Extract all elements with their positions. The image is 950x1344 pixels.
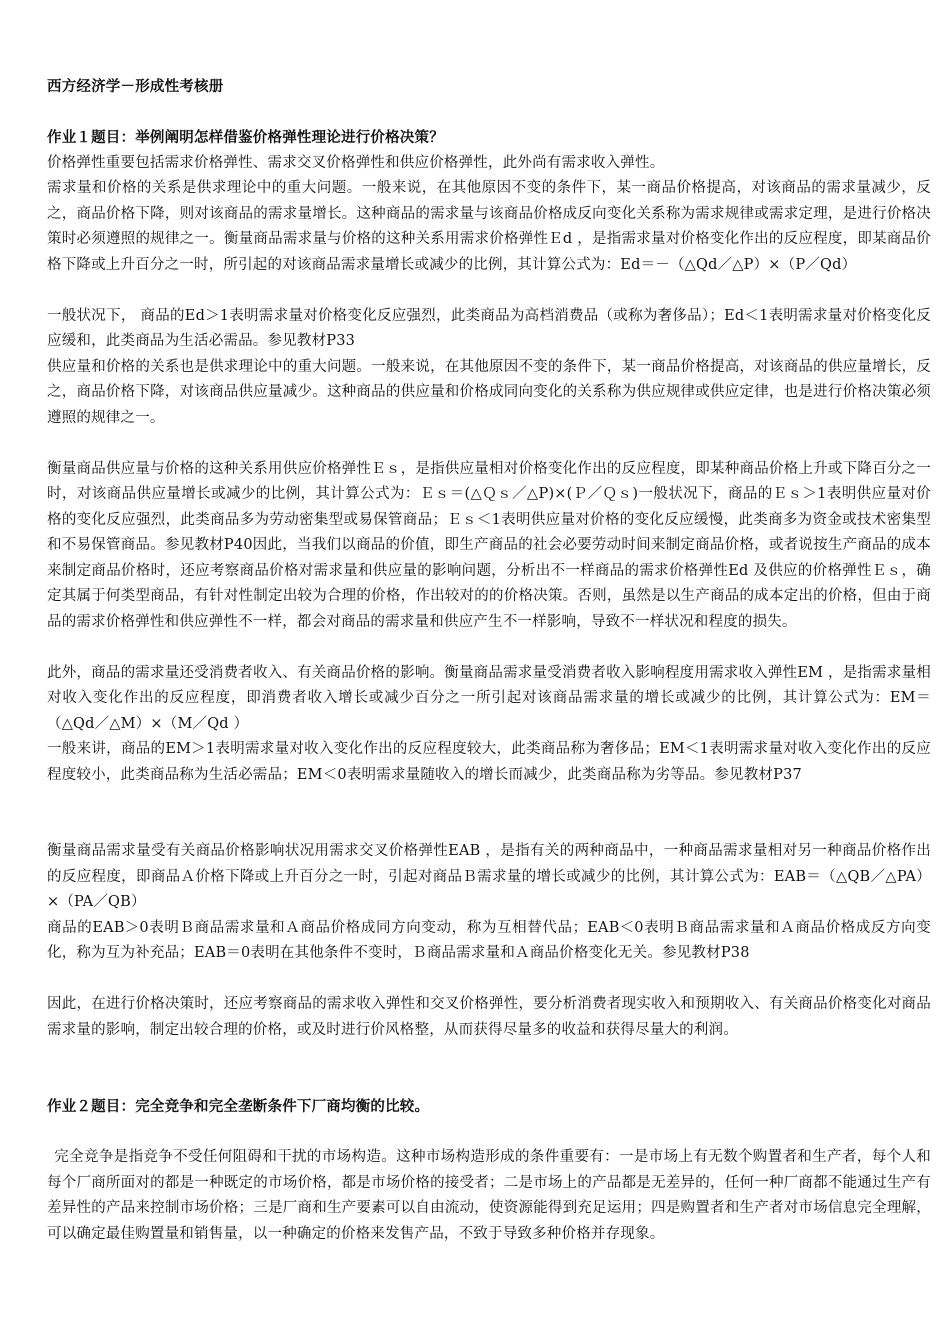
paragraph: 一般状况下， 商品的Ed＞1表明需求量对价格变化反应强烈，此类商品为高档消费品（或称为奢侈品）；Ed＜1表明需求量对价格变化反应缓和，此类商品为生活必需品。参见教材P33 xyxy=(47,307,931,349)
paragraph: 价格弹性重要包括需求价格弹性、需求交叉价格弹性和供应价格弹性，此外尚有需求收入弹性。 xyxy=(47,154,665,171)
assignment-1-heading: 作业１题目：举例阐明怎样借鉴价格弹性理论进行价格决策？ xyxy=(47,129,444,146)
assignment-2-heading: 作业２题目：完全竞争和完全垄断条件下厂商均衡的比较。 xyxy=(47,1098,430,1115)
paragraph: 衡量商品需求量受有关商品价格影响状况用需求交叉价格弹性EAB ，是指有关的两种商品中，一种商品需求量相对另一种商品价格作出的反应程度，即商品Ａ价格下降或上升百分之一时，引起对商品Ｂ需求量的增长或减少的比例，其计算公式为：EAB＝（△QB／△PA）×（PA／QB） xyxy=(47,843,931,910)
paragraph: 一般来讲，商品的EM＞1表明需求量对收入变化作出的反应程度较大，此类商品称为奢侈品；EM＜1表明需求量对收入变化作出的反应程度较小，此类商品称为生活必需品；EM＜0表明需求量随收入的增长而减少，此类商品称为劣等品。参见教材P37 xyxy=(47,741,931,783)
paragraph: 完全竞争是指竞争不受任何阻碍和干扰的市场构造。这种市场构造形成的条件重要有：一是市场上有无数个购置者和生产者，每个人和每个厂商所面对的都是一种既定的市场价格，都是市场价格的接受者；二是市场上的产品都是无差异的，任何一种厂商都不能通过生产有差异性的产品来控制市场价格；三是厂商和生产要素可以自由流动，使资源能得到充足运用；四是购置者和生产者对市场信息完全理解，可以确定最佳购置量和销售量，以一种确定的价格来发售产品，不致于导致多种价格并存现象。 xyxy=(47,1149,931,1242)
paragraph: 商品的EAB＞0表明Ｂ商品需求量和Ａ商品价格成同方向变动，称为互相替代品；EAB＜0表明Ｂ商品需求量和Ａ商品价格成反方向变化，称为互为补充品；EAB＝0表明在其他条件不变时，Ｂ商品需求量和Ａ商品价格变化无关。参见教材P38 xyxy=(47,919,931,961)
document-body xyxy=(47,74,931,1247)
document-title: 西方经济学－形成性考核册 xyxy=(47,78,224,95)
paragraph: 此外，商品的需求量还受消费者收入、有关商品价格的影响。衡量商品需求量受消费者收入影响程度用需求收入弹性EM ，是指需求量相对收入变化作出的反应程度，即消费者收入增长或减少百分之一所引起对该商品需求量的增长或减少的比例，其计算公式为：EM＝（△Qd／△M）×（M／Qd ） xyxy=(47,664,931,732)
paragraph: 衡量商品供应量与价格的这种关系用供应价格弹性Ｅｓ，是指供应量相对价格变化作出的反应程度，即某种商品价格上升或下降百分之一时，对该商品供应量增长或减少的比例，其计算公式为：Ｅｓ＝(△Ｑｓ／△P)×(Ｐ／Ｑｓ)一般状况下，商品的Ｅｓ＞1表明供应量对价格的变化反应强烈，此类商品多为劳动密集型或易保管商品；Ｅｓ＜1表明供应量对价格的变化反应缓慢，此类商多为资金或技术密集型和不易保管商品。参见教材P40因此，当我们以商品的价值，即生产商品的社会必要劳动时间来制定商品价格，或者说按生产商品的成本来制定商品价格时，还应考察商品价格对需求量和供应量的影响问题，分析出不一样商品的需求价格弹性Ed 及供应的价格弹性Ｅｓ，确定其属于何类型商品，有针对性制定出较为合理的价格，作出较对的的价格决策。否则，虽然是以生产商品的成本定出的价格，但由于商品的需求价格弹性和供应弹性不一样，都会对商品的需求量和供应产生不一样影响，导致不一样状况和程度的损失。 xyxy=(47,460,931,630)
paragraph: 需求量和价格的关系是供求理论中的重大问题。一般来说，在其他原因不变的条件下，某一商品价格提高，对该商品的需求量减少，反之，商品价格下降，则对该商品的需求量增长。这种商品的需求量与该商品价格成反向变化关系称为需求规律或需求定理，是进行价格决策时必须遵照的规律之一。衡量商品需求量与价格的这种关系用需求价格弹性Ｅd ，是指需求量对价格变化作出的反应程度，即某商品价格下降或上升百分之一时，所引起的对该商品需求量增长或减少的比例，其计算公式为：Ed＝－（△Qd／△P）×（P／Qd） xyxy=(47,180,931,273)
paragraph: 因此，在进行价格决策时，还应考察商品的需求收入弹性和交叉价格弹性，要分析消费者现实收入和预期收入、有关商品价格变化对商品需求量的影响，制定出较合理的价格，或及时进行价风格整，从而获得尽量多的收益和获得尽量大的利润。 xyxy=(47,996,931,1038)
paragraph: 供应量和价格的关系也是供求理论中的重大问题。一般来说，在其他原因不变的条件下，某一商品价格提高，对该商品的供应量增长，反之，商品价格下降，对该商品供应量减少。这种商品的供应量和价格成同向变化的关系称为供应规律或供应定律，也是进行价格决策必须遵照的规律之一。 xyxy=(47,358,931,426)
